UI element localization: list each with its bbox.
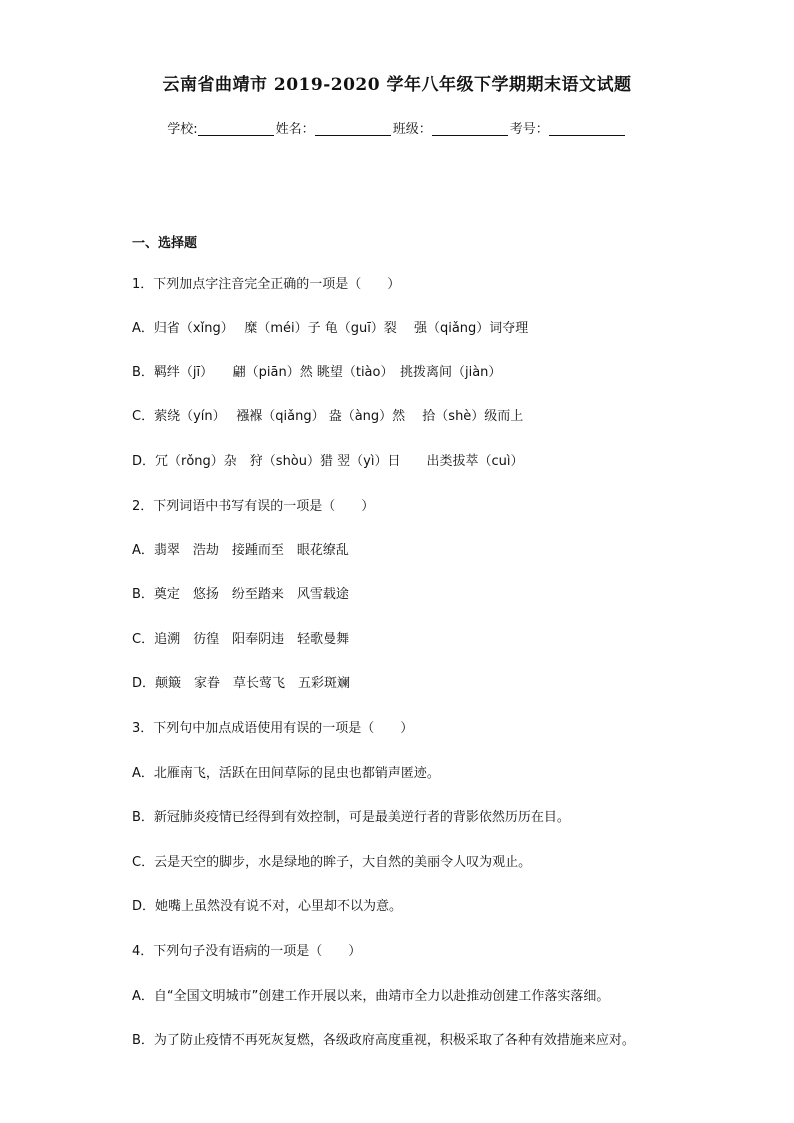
question-1: 1．下列加点字注音完全正确的一项是（ ）: [132, 277, 401, 292]
question-3-option-a: A．北雁南飞，活跃在田间草际的昆虫也都销声匿迹。: [132, 766, 440, 781]
school-blank: [198, 121, 274, 136]
section-heading: 一、选择题: [132, 236, 198, 251]
name-label: 姓名：: [275, 122, 315, 137]
question-4: 4．下列句子没有语病的一项是（ ）: [132, 944, 362, 959]
question-3: 3．下列句中加点成语使用有误的一项是（ ）: [132, 721, 414, 736]
student-info-line: [0, 118, 794, 137]
question-3-option-b: B．新冠肺炎疫情已经得到有效控制，可是最美逆行者的背影依然历历在目。: [132, 810, 570, 825]
question-1-option-d: D．冗（rǒng）杂 狩（shòu）猎 翌（yì）日 出类拔萃（cuì）: [132, 454, 524, 469]
question-1-option-c: C．萦绕（yín） 襁褓（qiǎng） 盎（àng）然 拾（shè）级而上: [132, 409, 524, 424]
question-1-option-a: A．归省（xǐng） 糜（méi）子 龟（guī）裂 强（qiǎng）词夺理: [132, 321, 529, 336]
question-4-option-a: A．自“全国文明城市”创建工作开展以来，曲靖市全力以赴推动创建工作落实落细。: [132, 989, 610, 1004]
question-2-option-d: D．颠簸 家眷 草长莺飞 五彩斑斓: [132, 676, 351, 691]
exam-number-label: 考号：: [509, 122, 549, 137]
class-label: 班级：: [392, 122, 432, 137]
exam-number-blank: [549, 121, 625, 136]
question-2-option-a: A．翡翠 浩劫 接踵而至 眼花缭乱: [132, 543, 349, 558]
page-title: 云南省曲靖市 2019-2020 学年八年级下学期期末语文试题: [162, 75, 632, 95]
question-3-option-d: D．她嘴上虽然没有说不对，心里却不以为意。: [132, 899, 403, 914]
question-1-option-b: B．羁绊（jī） 翩（piān）然 眺望（tiào） 挑拨离间（jiàn）: [132, 365, 502, 380]
question-4-option-b: B．为了防止疫情不再死灰复燃，各级政府高度重视，积极采取了各种有效措施来应对。: [132, 1033, 635, 1048]
name-blank: [315, 121, 391, 136]
question-2-option-b: B．奠定 悠扬 纷至踏来 风雪载途: [132, 587, 349, 602]
question-2: 2．下列词语中书写有误的一项是（ ）: [132, 499, 375, 514]
school-label: 学校:: [167, 122, 198, 137]
question-3-option-c: C．云是天空的脚步，水是绿地的眸子，大自然的美丽令人叹为观止。: [132, 855, 532, 870]
question-2-option-c: C．追溯 彷徨 阳奉阴违 轻歌曼舞: [132, 632, 350, 647]
class-blank: [432, 121, 508, 136]
